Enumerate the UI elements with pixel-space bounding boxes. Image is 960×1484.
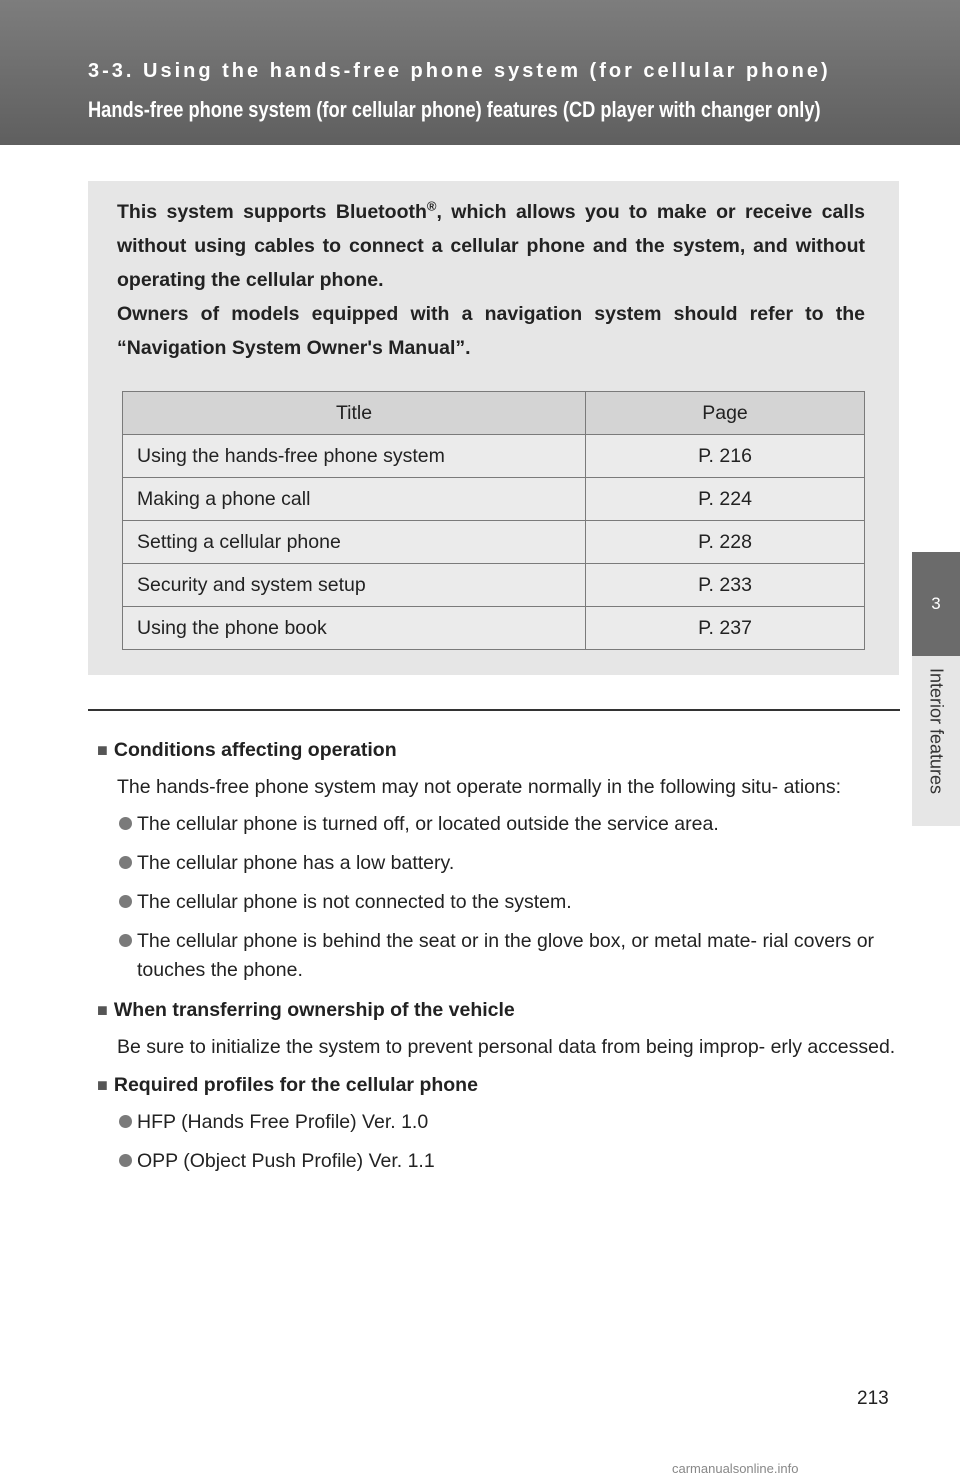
row-page[interactable]: P. 237: [586, 607, 865, 650]
divider: [88, 709, 900, 711]
list-item: [137, 849, 897, 878]
column-header-title: Title: [123, 392, 586, 435]
note-heading: [97, 1070, 897, 1100]
watermark: carmanualsonline.info: [672, 1461, 799, 1476]
section-title: 3-3. Using the hands-free phone system (for cellular phone): [88, 60, 831, 82]
row-page[interactable]: P. 228: [586, 521, 865, 564]
list-item: [137, 1147, 897, 1176]
note-paragraph: The hands-free phone system may not operate normally in the following situ- ations:: [117, 776, 842, 798]
list-item-text: The cellular phone is behind the seat or in the glove box, or metal mate- rial covers or touches the phone.: [137, 930, 875, 981]
registered-mark: ®: [426, 198, 437, 214]
chapter-label: Interior features: [926, 668, 947, 795]
table-row[interactable]: [123, 435, 865, 478]
row-title: Making a phone call: [123, 478, 586, 521]
note-heading: [97, 995, 897, 1025]
bullet-dot-icon: [119, 1154, 132, 1167]
page-number: 213: [857, 1388, 889, 1409]
square-bullet-icon: ■: [97, 740, 108, 760]
list-item-text: The cellular phone has a low battery.: [137, 852, 455, 874]
row-title: Setting a cellular phone: [123, 521, 586, 564]
row-title: Using the hands-free phone system: [123, 435, 586, 478]
table-row[interactable]: [123, 478, 865, 521]
square-bullet-icon: ■: [97, 1000, 108, 1020]
note-paragraph: Be sure to initialize the system to prevent personal data from being improp- erly accessed.: [117, 1036, 896, 1058]
row-page[interactable]: P. 224: [586, 478, 865, 521]
page-title: Hands-free phone system (for cellular phone) features (CD player with changer only): [88, 97, 821, 122]
chapter-number: 3: [931, 594, 941, 613]
table-header-row: [123, 392, 865, 435]
note-heading-text: Conditions affecting operation: [113, 739, 397, 761]
contents-table: [122, 391, 865, 650]
row-title: Using the phone book: [123, 607, 586, 650]
list-item-text: OPP (Object Push Profile) Ver. 1.1: [137, 1150, 435, 1172]
chapter-label-strip: [912, 656, 960, 826]
bullet-dot-icon: [119, 934, 132, 947]
intro-box: [88, 181, 899, 675]
bullet-dot-icon: [119, 856, 132, 869]
list-item: [137, 810, 897, 839]
list-item: [137, 888, 897, 917]
column-header-page: Page: [586, 392, 865, 435]
note-heading: [97, 735, 897, 765]
square-bullet-icon: ■: [97, 1075, 108, 1095]
bullet-dot-icon: [119, 1115, 132, 1128]
bullet-dot-icon: [119, 817, 132, 830]
page-header: [0, 0, 960, 145]
note-heading-text: When transferring ownership of the vehicle: [113, 999, 515, 1021]
row-page[interactable]: P. 233: [586, 564, 865, 607]
table-row[interactable]: [123, 607, 865, 650]
intro-text-part-2: , which allows you to make or receive calls without using cables to connect a cellular phone and the system, and without operating the cellular phone.: [117, 201, 865, 291]
chapter-tab[interactable]: [912, 552, 960, 656]
bullet-dot-icon: [119, 895, 132, 908]
row-title: Security and system setup: [123, 564, 586, 607]
intro-text-part-3: Owners of models equipped with a navigation system should refer to the “Navigation System Owner's Manual”.: [117, 303, 865, 359]
list-item-text: The cellular phone is turned off, or located outside the service area.: [137, 813, 719, 835]
note-heading-text: Required profiles for the cellular phone: [113, 1074, 478, 1096]
table-row[interactable]: [123, 521, 865, 564]
list-item: [137, 1108, 897, 1137]
table-row[interactable]: [123, 564, 865, 607]
row-page[interactable]: P. 216: [586, 435, 865, 478]
list-item: [137, 927, 897, 985]
list-item-text: HFP (Hands Free Profile) Ver. 1.0: [137, 1111, 429, 1133]
list-item-text: The cellular phone is not connected to the system.: [137, 891, 572, 913]
intro-text-part-1: This system supports Bluetooth: [117, 201, 427, 223]
intro-text: [117, 195, 865, 365]
notes-section: [97, 735, 897, 1186]
